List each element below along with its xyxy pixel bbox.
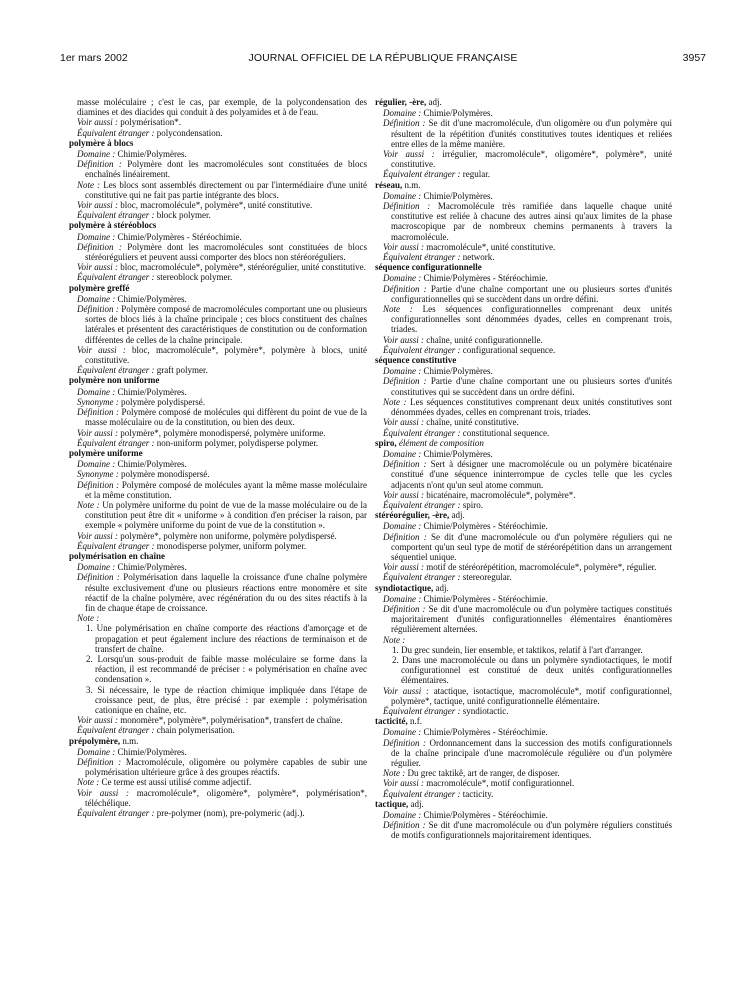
field-label: Note : (77, 499, 100, 510)
field-text: Polymère composé de macromolécules comportant une ou plusieurs sortes de blocs liés à la chaîne principale ; ces blocs constituent des chaînes latérales et présentent des caractéristiques de constitution ou de conformation différentes de celles de la chaîne principale. (85, 304, 368, 345)
field-label: Domaine : (383, 448, 422, 459)
entry-field (375, 768, 672, 778)
entry-field (375, 252, 672, 262)
field-label: Équivalent étranger : (383, 344, 461, 355)
note-item-text: 2. Lorsqu'un sous-produit de faible masse moléculaire se forme dans la réaction, il est recommandé de préciser : « polymérisation en chaîne avec condensation ». (86, 653, 367, 685)
field-text: irrégulier, macromolécule*, oligomère*, polymère*, unité constitutive. (391, 149, 672, 170)
field-text: Chimie/Polymères - Stéréochimie. (117, 231, 242, 242)
entry-field (375, 572, 672, 582)
field-text: stereoregular. (462, 572, 512, 583)
entry-field (69, 788, 367, 808)
entry-field (375, 727, 672, 737)
term-headword: séquence configurationnelle (375, 262, 482, 273)
field-text: chaîne, unité constitutive. (426, 417, 519, 428)
term-headword: spiro, (375, 437, 397, 448)
field-text: Chimie/Polymères - Stéréochimie. (423, 273, 548, 284)
entry-field (69, 808, 367, 818)
field-label: Équivalent étranger : (77, 127, 155, 138)
field-text: polymère*, polymère monodispersé, polymère uniforme. (120, 427, 326, 438)
field-label: Voir aussi : (77, 200, 119, 211)
entry-term (375, 716, 672, 726)
field-text: Chimie/Polymères. (423, 108, 493, 119)
entry-field (69, 459, 367, 469)
term-headword: polymère non uniforme (69, 375, 160, 386)
entry-field (375, 490, 672, 500)
field-text: bloc, macromolécule*, polymère*, polymère à blocs, unité constitutive. (85, 344, 367, 366)
field-text: Se dit d'une macromolécule ou d'un polymère tactiques constitués majoritairement d'unités configurationnelles élémentaires énantiomères régulièrement alternées. (391, 603, 672, 635)
field-text: macromolécule*, motif configurationnel. (426, 778, 575, 789)
term-grammar: n.m. (404, 179, 421, 190)
entry-field (375, 376, 672, 396)
term-grammar: adj. (451, 510, 465, 521)
entry-field (69, 613, 367, 623)
field-label: Domaine : (77, 562, 116, 573)
field-text: tacticity. (462, 788, 494, 799)
field-label: Équivalent étranger : (77, 725, 155, 736)
field-label: Voir aussi : (383, 489, 425, 500)
entry-field (375, 635, 672, 645)
field-label: Domaine : (383, 108, 422, 119)
field-text: constitutional sequence. (462, 427, 550, 438)
entry-term (375, 510, 672, 520)
field-label: Définition : (383, 737, 426, 748)
entry-field (69, 210, 367, 220)
entry-field (69, 572, 367, 613)
entry-field (69, 345, 367, 365)
field-text: Chimie/Polymères. (117, 562, 187, 573)
entry-field (375, 366, 672, 376)
field-label: Équivalent étranger : (383, 788, 461, 799)
field-label: Note : (77, 613, 100, 624)
field-text: Chimie/Polymères - Stéréochimie. (423, 521, 548, 532)
field-label: Définition : (383, 603, 426, 614)
field-label: Définition : (77, 159, 122, 170)
field-text: monomère*, polymère*, polymérisation*, transfert de chaîne. (120, 715, 343, 726)
entry-field (375, 108, 672, 118)
field-text: Chimie/Polymères. (117, 149, 187, 160)
term-headword: polymère greffé (69, 282, 130, 293)
field-text: atactique, isotactique, macromolécule*, motif configurationnel, polymère*, tactique, unité configurationnelle élémentaire. (391, 685, 672, 706)
entry-field (375, 201, 672, 242)
entry-term (375, 438, 672, 448)
field-text: Sert à désigner une macromolécule ou un polymère bicaténaire constitué d'une séquence ininterrompue de cycles telle que les cycles adjacents n'ont qu'un seul atome commun. (391, 459, 672, 490)
field-text: Se dit d'une macromolécule ou d'un polymère réguliers qui ne comportent qu'un seul type de motif de stéréorépétition dans un arrangement séquentiel unique. (391, 531, 672, 562)
entry-field (69, 480, 367, 500)
entry-field (375, 118, 672, 149)
field-text: Du grec taktikê, art de ranger, de disposer. (407, 768, 560, 779)
entry-field (375, 820, 672, 840)
entry-field (69, 541, 367, 551)
entry-field (375, 428, 672, 438)
entry-term (69, 220, 367, 230)
term-headword: stéréorégulier, -ère, (375, 510, 450, 521)
note-item (375, 645, 672, 655)
entry-field (375, 686, 672, 706)
entry-field (375, 521, 672, 531)
field-label: Équivalent étranger : (383, 572, 461, 583)
term-headword: réseau, (375, 179, 403, 190)
field-text: Chimie/Polymères. (423, 448, 493, 459)
term-grammar: n.f. (409, 716, 422, 727)
field-text: graft polymer. (156, 365, 208, 376)
field-text: block polymer. (156, 210, 211, 221)
entry-field (375, 149, 672, 169)
entry-field (375, 397, 672, 417)
entry-field (69, 365, 367, 375)
entry-field (69, 725, 367, 735)
entry-field (375, 169, 672, 179)
entry-field (375, 345, 672, 355)
field-label: Domaine : (383, 521, 422, 532)
field-text: monodisperse polymer, uniform polymer. (156, 540, 307, 551)
entry-field (375, 604, 672, 635)
field-text: bloc, macromolécule*, polymère*, unité constitutive. (120, 200, 313, 211)
field-label: Définition : (77, 407, 120, 418)
field-text: polymérisation*. (120, 117, 182, 128)
field-text: syndiotactic. (462, 705, 509, 716)
field-label: Définition : (383, 531, 427, 542)
field-text: Chimie/Polymères - Stéréochimie. (423, 727, 548, 738)
entry-field (69, 428, 367, 438)
field-text: Macromolécule, oligomère ou polymère capables de subir une polymérisation ultérieure grâce à des groupes réactifs. (85, 757, 368, 778)
entry-term (69, 283, 367, 293)
field-label: Domaine : (77, 231, 116, 242)
note-item (69, 654, 367, 685)
field-label: Note : (383, 768, 406, 779)
field-label: Voir aussi : (77, 344, 126, 355)
field-text: Polymérisation dans laquelle la croissance d'une chaîne polymère résulte exclusivement d'une ou plusieurs réactions entre monomère et site réactif de la chaîne polymère, avec régénération du ou des sites réactifs à la fin de chaque étape de croissance. (85, 572, 368, 613)
field-text: Chimie/Polymères. (117, 293, 187, 304)
entry-field (375, 789, 672, 799)
field-label: Équivalent étranger : (383, 705, 461, 716)
continued-text (69, 97, 367, 117)
field-label: Définition : (77, 572, 120, 583)
term-headword: séquence constitutive (375, 355, 457, 366)
entry-field (69, 180, 367, 200)
field-label: Voir aussi : (383, 685, 429, 696)
field-label: Définition : (383, 201, 431, 212)
entry-field (375, 449, 672, 459)
field-text: network. (462, 252, 495, 263)
entry-field (69, 407, 367, 427)
term-headword: tacticité, (375, 716, 408, 727)
term-headword: régulier, -ère, (375, 97, 427, 107)
field-label: Équivalent étranger : (383, 499, 461, 510)
note-item-text: 1. Une polymérisation en chaîne comporte des réactions d'amorçage et de propagation et peut également inclure des réactions de terminaison et de transfert de chaîne. (86, 623, 367, 654)
field-text: Ordonnancement dans la succession des motifs configurationnels de la chaîne principale d'une macromolécule régulière ou d'un polymère régulier. (391, 737, 672, 768)
entry-field (69, 149, 367, 159)
entry-field (375, 706, 672, 716)
field-label: Domaine : (383, 190, 422, 201)
note-item (69, 623, 367, 654)
term-grammar: élément de composition (398, 437, 484, 448)
term-headword: polymérisation en chaîne (69, 550, 165, 561)
field-text: Ce terme est aussi utilisé comme adjectif. (101, 777, 252, 788)
entry-term (375, 355, 672, 365)
field-label: Équivalent étranger : (77, 437, 155, 448)
field-label: Voir aussi : (383, 149, 435, 160)
term-grammar: adj. (410, 798, 424, 809)
entry-field (375, 191, 672, 201)
field-text: Se dit d'une macromolécule, d'un oligomère ou d'un polymère qui résultent de la répétition d'unités constitutives toutes identiques et reliées entre elles de la même manière. (391, 118, 673, 149)
field-label: Équivalent étranger : (383, 427, 461, 438)
entry-field (69, 747, 367, 757)
term-headword: polymère uniforme (69, 447, 143, 458)
entry-field (69, 262, 367, 272)
field-label: Note : (383, 396, 407, 407)
field-label: Voir aussi : (383, 417, 425, 428)
entry-term (69, 551, 367, 561)
field-text: regular. (462, 169, 490, 180)
term-headword: polymère à stéréoblocs (69, 220, 157, 231)
entry-field (69, 294, 367, 304)
field-label: Domaine : (77, 386, 116, 397)
field-label: Synonyme : (77, 469, 119, 480)
term-headword: syndiotactique, (375, 582, 434, 593)
field-text: bicaténaire, macromolécule*, polymère*. (426, 489, 576, 500)
field-label: Domaine : (77, 459, 116, 470)
field-label: Note : (77, 777, 100, 788)
field-label: Domaine : (383, 366, 422, 377)
field-text: Chimie/Polymères. (117, 459, 187, 470)
field-text: non-uniform polymer, polydisperse polymer. (156, 437, 319, 448)
entry-field (375, 284, 672, 304)
field-text: Polymère composé de molécules ayant la même masse moléculaire et la même constitution. (85, 479, 368, 500)
field-label: Synonyme : (77, 396, 119, 407)
entry-field (69, 272, 367, 282)
field-label: Domaine : (383, 593, 422, 604)
field-text: spiro. (462, 499, 483, 510)
field-label: Voir aussi : (77, 262, 119, 273)
field-text: Les séquences configurationnelles comprenant deux unités configurationnelles sont dénommées dyades, celles en comprenant trois, triades. (391, 304, 672, 335)
entry-term (375, 262, 672, 272)
field-text: Les blocs sont assemblés directement ou par l'intermédiaire d'une unité constitutive qui ne fait pas partie intégrante des blocs. (85, 179, 368, 200)
entry-field (375, 532, 672, 563)
field-text: Polymère dont les macromolécules sont constituées de blocs stéréoréguliers et peuvent aussi comporter des blocs non stéréoréguliers. (85, 241, 368, 263)
field-label: Définition : (77, 304, 119, 315)
field-label: Voir aussi : (383, 334, 425, 345)
note-item-text: 1. Du grec sundein, lier ensemble, et taktikos, relatif à l'art d'arranger. (392, 644, 643, 655)
field-label: Domaine : (77, 746, 116, 757)
field-label: Voir aussi : (383, 778, 425, 789)
entry-field (375, 562, 672, 572)
field-text: motif de stéréorépétition, macromolécule*, polymère*, régulier. (426, 562, 657, 573)
field-text: Chimie/Polymères. (117, 386, 187, 397)
continued-text-body: masse moléculaire ; c'est le cas, par exemple, de la polycondensation des diamines et des diacides qui conduit à des polyamides et à de l'eau. (77, 97, 367, 118)
entry-field (69, 562, 367, 572)
field-label: Définition : (383, 459, 427, 470)
field-text: Un polymère uniforme du point de vue de la masse moléculaire ou de la constitution peut être dit « uniforme » à condition d'en préciser la raison, par exemple « polymère uniforme du point de vue de la constitution ». (85, 499, 368, 531)
field-label: Voir aussi : (77, 427, 119, 438)
field-label: Note : (383, 304, 413, 315)
field-label: Définition : (383, 118, 426, 129)
term-headword: polymère à blocs (69, 137, 134, 148)
field-label: Équivalent étranger : (77, 540, 155, 551)
field-label: Équivalent étranger : (77, 365, 155, 376)
entry-field (375, 417, 672, 427)
page-header (60, 52, 706, 66)
field-label: Domaine : (383, 727, 422, 738)
field-label: Définition : (383, 820, 426, 831)
note-item (69, 685, 367, 716)
field-label: Équivalent étranger : (77, 272, 155, 283)
entry-field (69, 757, 367, 777)
field-text: bloc, macromolécule*, polymère*, stéréorégulier, unité constitutive. (120, 262, 366, 273)
field-label: Domaine : (77, 293, 116, 304)
entry-field (375, 459, 672, 490)
note-item (375, 655, 672, 686)
field-text: Se dit d'une macromolécule ou d'un polymère réguliers constitués de motifs configurationnels majoritairement identiques. (391, 820, 673, 841)
entry-term (69, 138, 367, 148)
field-text: Chimie/Polymères. (423, 366, 493, 377)
field-label: Voir aussi : (77, 715, 119, 726)
term-headword: prépolymère, (69, 735, 121, 746)
entry-field (375, 810, 672, 820)
field-text: chain polymerisation. (156, 725, 235, 736)
field-text: configurational sequence. (462, 344, 556, 355)
entry-field (69, 242, 367, 262)
entry-field (69, 200, 367, 210)
entry-field (69, 777, 367, 787)
left-column (69, 97, 367, 818)
term-grammar: n.m. (122, 735, 139, 746)
term-grammar: adj. (428, 97, 442, 107)
field-label: Voir aussi : (77, 787, 130, 798)
field-text: Partie d'une chaîne comportant une ou plusieurs sortes d'unités constitutives qui se succèdent dans un ordre défini. (391, 376, 673, 397)
field-text: polymère*, polymère non uniforme, polymère polydispersé. (120, 530, 337, 541)
note-item-text: 3. Si nécessaire, le type de réaction chimique impliquée dans l'étape de croissance peut, de plus, être précisé : par exemple : polymérisation cationique en chaîne, etc. (86, 684, 367, 715)
field-text: pre-polymer (nom), pre-polymeric (adj.). (156, 808, 305, 819)
entry-field (375, 738, 672, 769)
entry-field (69, 128, 367, 138)
entry-term (69, 448, 367, 458)
field-text: Partie d'une chaîne comportant une ou plusieurs sortes d'unités configurationnelles qui se succèdent dans un ordre défini. (391, 283, 673, 304)
entry-term (375, 97, 672, 107)
field-label: Définition : (383, 376, 427, 387)
page-number: 3957 (682, 52, 706, 64)
field-label: Voir aussi : (383, 241, 425, 252)
field-text: Polymère composé de molécules qui diffèrent du point de vue de la masse moléculaire ou de la constitution, ou bien des deux. (85, 407, 367, 428)
entry-field (375, 500, 672, 510)
entry-term (69, 375, 367, 385)
entry-field (375, 304, 672, 335)
entry-field (375, 242, 672, 252)
entry-field (69, 397, 367, 407)
entry-field (375, 594, 672, 604)
entry-field (69, 438, 367, 448)
field-label: Voir aussi : (77, 530, 119, 541)
field-label: Définition : (77, 757, 122, 767)
entry-term (375, 180, 672, 190)
field-text: chaîne, unité configurationnelle. (426, 334, 543, 345)
entry-field (375, 273, 672, 283)
field-text: polymère polydispersé. (120, 396, 205, 407)
field-label: Équivalent étranger : (383, 252, 461, 263)
field-text: Chimie/Polymères - Stéréochimie. (423, 593, 548, 604)
field-text: Les séquences constitutives comprenant deux unités constitutives sont dénommées dyades, celles en comprenant trois, triades. (391, 396, 672, 418)
field-text: Chimie/Polymères. (423, 190, 493, 201)
field-label: Note : (383, 634, 406, 645)
field-text: macromolécule*, oligomère*, polymère*, polymérisation*, téléchélique. (85, 787, 368, 808)
entry-field (69, 531, 367, 541)
field-label: Équivalent étranger : (77, 210, 155, 221)
term-grammar: adj. (435, 582, 449, 593)
field-label: Domaine : (77, 149, 116, 160)
entry-field (69, 304, 367, 345)
entry-field (69, 500, 367, 531)
issue-date: 1er mars 2002 (60, 52, 128, 64)
field-text: Chimie/Polymères. (117, 746, 187, 757)
entry-term (375, 583, 672, 593)
field-label: Équivalent étranger : (77, 808, 155, 819)
field-text: polycondensation. (156, 127, 223, 138)
field-text: polymère monodispersé. (120, 469, 210, 480)
note-item-text: 2. Dans une macromolécule ou dans un polymère syndiotactiques, le motif configurationnel est constitué de deux unités configurationnelles élémentaires. (392, 654, 672, 686)
entry-term (69, 736, 367, 746)
field-text: Chimie/Polymères - Stéréochimie. (423, 810, 548, 821)
field-text: stereoblock polymer. (156, 272, 233, 283)
field-label: Définition : (383, 283, 427, 294)
term-headword: tactique, (375, 798, 409, 809)
field-text: Polymère dont les macromolécules sont constituées de blocs enchaînés linéairement. (85, 159, 368, 180)
field-label: Voir aussi : (77, 117, 119, 128)
field-label: Voir aussi : (383, 562, 425, 573)
journal-title: JOURNAL OFFICIEL DE LA RÉPUBLIQUE FRANÇAISE (248, 52, 518, 64)
entry-field (375, 778, 672, 788)
entry-field (69, 117, 367, 127)
entry-term (375, 799, 672, 809)
entry-field (375, 335, 672, 345)
entry-field (69, 387, 367, 397)
field-label: Domaine : (383, 810, 422, 821)
entry-field (69, 715, 367, 725)
field-label: Domaine : (383, 273, 422, 284)
right-column (375, 97, 672, 841)
field-label: Définition : (77, 479, 120, 490)
field-text: macromolécule*, unité constitutive. (426, 241, 556, 252)
entry-field (69, 232, 367, 242)
field-label: Équivalent étranger : (383, 169, 461, 180)
entry-field (69, 159, 367, 179)
entry-field (69, 469, 367, 479)
field-text: Macromolécule très ramifiée dans laquelle chaque unité constitutive est reliée à chacune des autres ainsi qu'aux limites de la phase macroscopique par de nombreux chemins permanents à travers la macromolécule. (391, 201, 672, 242)
field-label: Définition : (77, 241, 122, 252)
field-label: Note : (77, 179, 101, 190)
